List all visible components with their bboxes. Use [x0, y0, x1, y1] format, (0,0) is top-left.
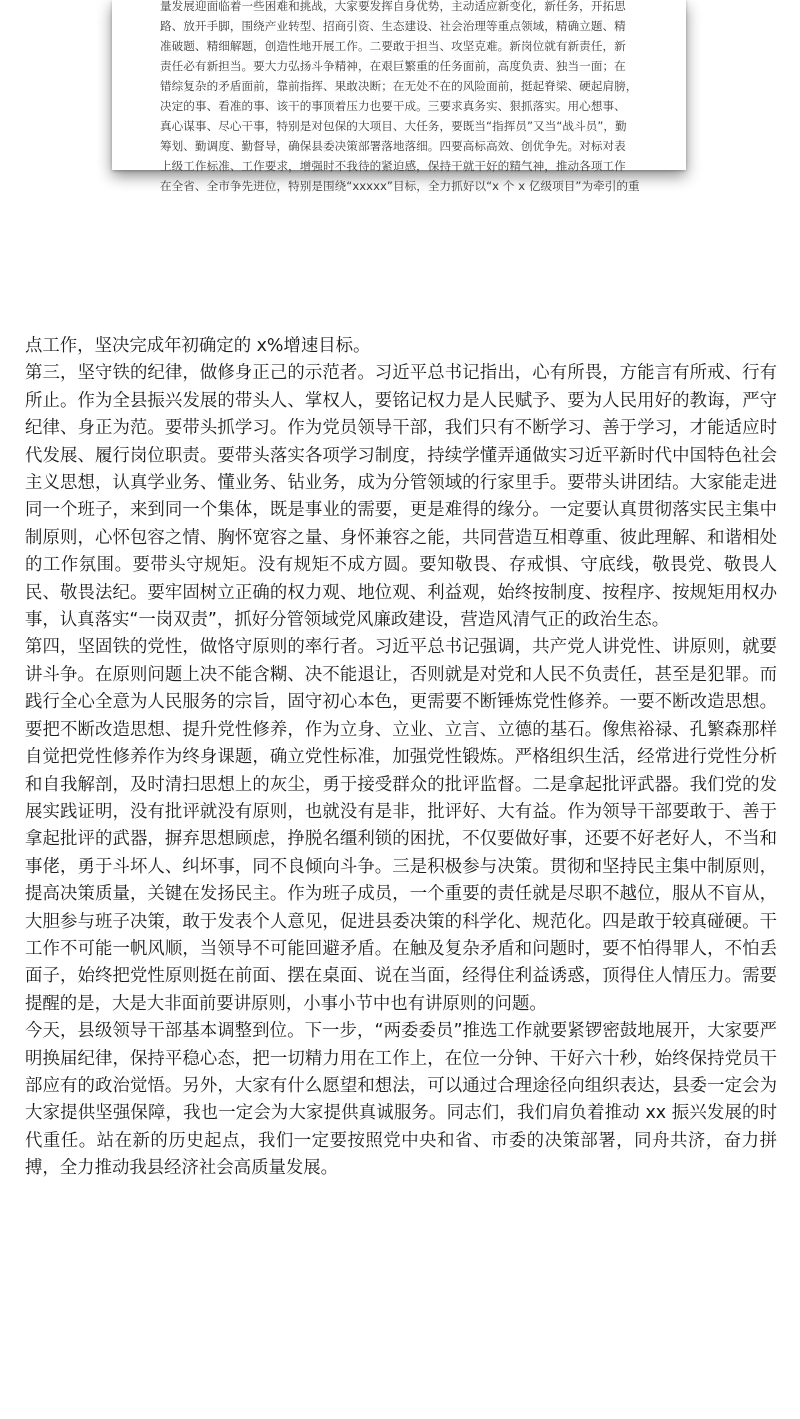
document-preview-card	[112, 0, 686, 193]
preview-text: 量发展迎面临着一些困难和挑战，大家要发挥自身优势，主动适应新变化，新任务，开拓思 路、放开手脚，围绕产业转型、招商引资、生态建设、社会治理等重点领域，精确立题、精 准破题、精细解题，创造性地开展工作。二要敢于担当、攻坚克难。新岗位就有新责任，新 责任必有新担当。要大力弘扬斗争精神，在艰巨繁重的任务面前，高度负责、独当一面；在 错综复杂的矛盾面前，靠前指挥、果敢决断；在无处不在的风险面前，挺起脊梁、硬起肩膀， 决定的事、看准的事、该干的事顶着压力也要干成。三要求真务实、狠抓落实。用心想事、 真心谋事、尽心干事，特别是对包保的大项目、大任务，要既当“指挥员”又当“战斗员”，勤 筹划、勤调度、勤督导，确保县委决策部署落地落细。四要高标高效、创优争先。对标对表 上级工作标准、工作要求，增强时不我待的紧迫感，保持干就干好的精气神，推动各项工作 在全省、全市争先进位，特别是围绕“xxxxx”目标，全力抓好以“x 个 x 亿级项目”为牵引的重	[160, 0, 640, 193]
paragraph: 今天，县级领导干部基本调整到位。下一步，“两委委员”推选工作就要紧锣密鼓地展开，大家要严明换届纪律，保持平稳心态，把一切精力用在工作上，在位一分钟、干好六十秒，始终保持党员干部应有的政治觉悟。另外，大家有什么愿望和想法，可以通过合理途径向组织表达，县委一定会为大家提供坚强保障，我也一定会为大家提供真诚服务。同志们，我们肩负着推动 xx 振兴发展的时代重任。站在新的历史起点，我们一定要按照党中央和省、市委的决策部署，同舟共济，奋力拼搏，全力推动我县经济社会高质量发展。	[25, 1021, 777, 1179]
article-body	[25, 333, 777, 1183]
paragraph: 第三，坚守铁的纪律，做修身正己的示范者。习近平总书记指出，心有所畏，方能言有所戒、行有所止。作为全县振兴发展的带头人、掌权人，要铭记权力是人民赋予、要为人民用好的教诲，严守纪律、身正为范。要带头抓学习。作为党员领导干部，我们只有不断学习、善于学习，才能适应时代发展、履行岗位职责。要带头落实各项学习制度，持续学懂弄通做实习近平新时代中国特色社会主义思想，认真学业务、懂业务、钻业务，成为分管领域的行家里手。要带头讲团结。大家能走进同一个班子，来到同一个集体，既是事业的需要，更是难得的缘分。一定要认真贯彻落实民主集中制原则，心怀包容之情、胸怀宽容之量、身怀兼容之能，共同营造互相尊重、彼此理解、和谐相处的工作氛围。要带头守规矩。没有规矩不成方圆。要知敬畏、存戒惧、守底线，敬畏党、敬畏人民、敬畏法纪。要牢固树立正确的权力观、地位观、利益观，始终按制度、按程序、按规矩用权办事，认真落实“一岗双责”，抓好分管领域党风廉政建设，营造风清气正的政治生态。	[25, 363, 777, 631]
paragraph: 点工作，坚决完成年初确定的 x%增速目标。	[25, 336, 371, 356]
paragraph: 第四，坚固铁的党性，做恪守原则的率行者。习近平总书记强调，共产党人讲党性、讲原则，就要讲斗争。在原则问题上决不能含糊、决不能退让，否则就是对党和人民不负责任，甚至是犯罪。而践行全心全意为人民服务的宗旨，固守初心本色，更需要不断锤炼党性修养。一要不断改造思想。要把不断改造思想、提升党性修养，作为立身、立业、立言、立德的基石。像焦裕禄、孔繁森那样自觉把党性修养作为终身课题，确立党性标准，加强党性锻炼。严格组织生活，经常进行党性分析和自我解剖，及时清扫思想上的灰尘，勇于接受群众的批评监督。二是拿起批评武器。我们党的发展实践证明，没有批评就没有原则，也就没有是非，批评好、大有益。作为领导干部要敢于、善于拿起批评的武器，摒弃思想顾虑，挣脱名缰利锁的困扰，不仅要做好事，还要不好老好人，不当和事佬，勇于斗坏人、纠坏事，同不良倾向斗争。三是积极参与决策。贯彻和坚持民主集中制原则，提高决策质量，关键在发扬民主。作为班子成员，一个重要的责任就是尽职不越位，服从不盲从，大胆参与班子决策，敢于发表个人意见，促进县委决策的科学化、规范化。四是敢于较真碰硬。干工作不可能一帆风顺，当领导不可能回避矛盾。在触及复杂矛盾和问题时，要不怕得罪人，不怕丢面子，始终把党性原则挺在前面、摆在桌面、说在当面，经得住利益诱惑，顶得住人情压力。需要提醒的是，大是大非面前要讲原则，小事小节中也有讲原则的问题。	[25, 637, 777, 1014]
